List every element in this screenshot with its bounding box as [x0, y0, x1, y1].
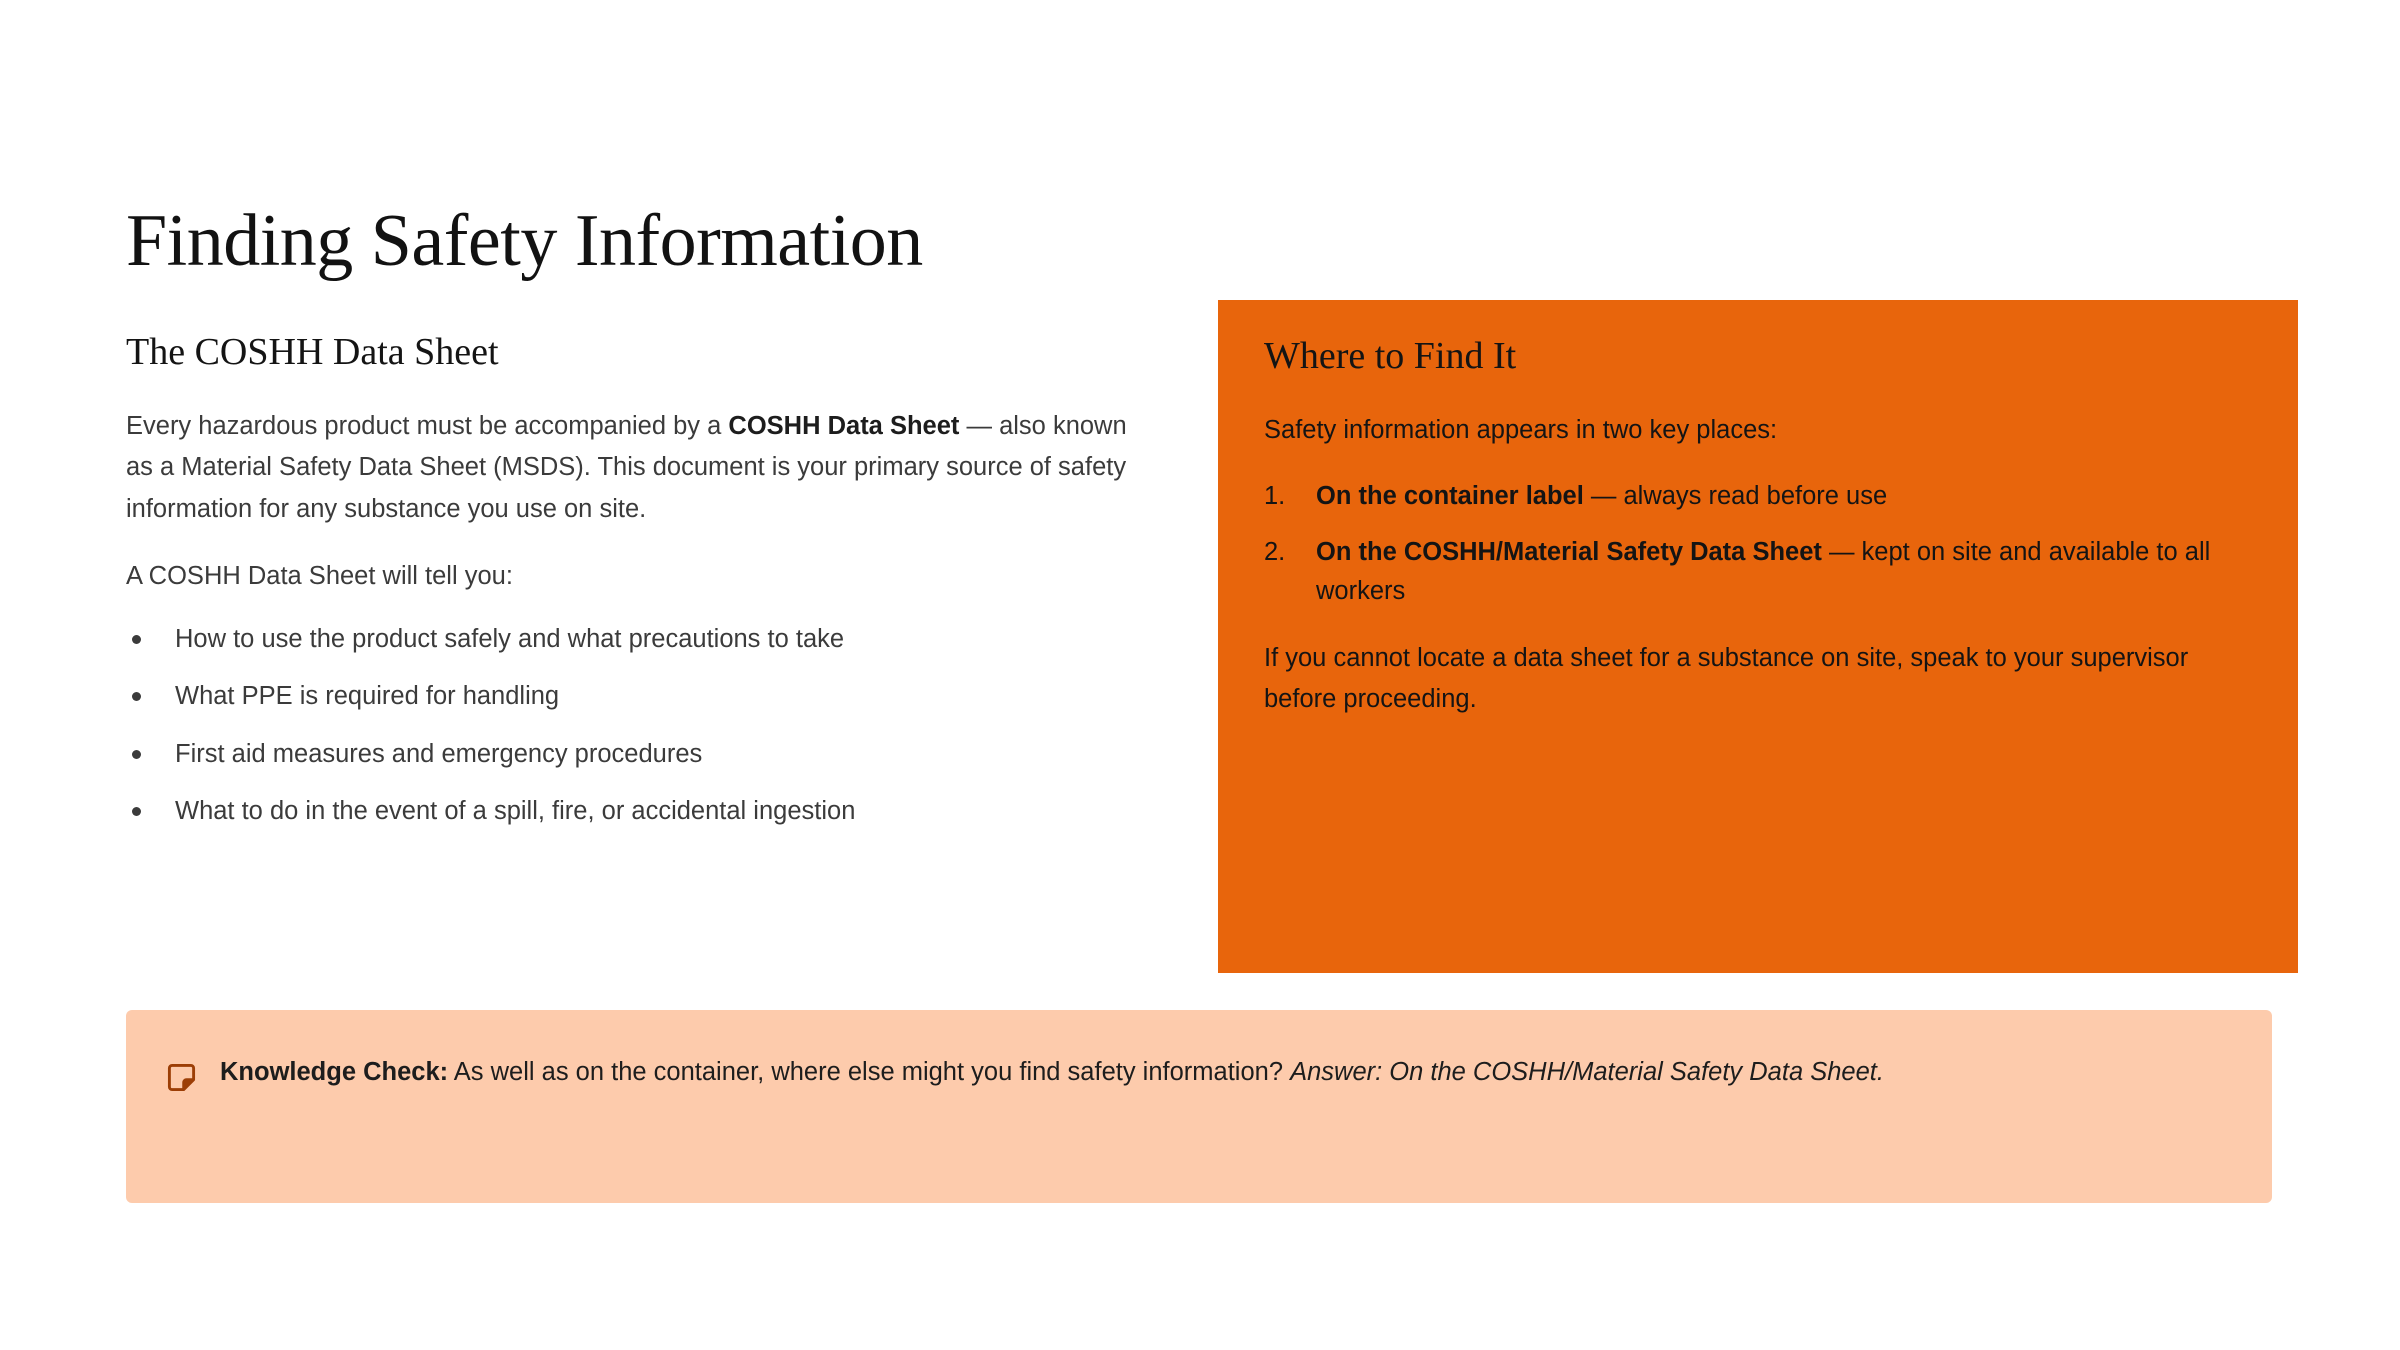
list-item-bold-label: On the container label	[1316, 482, 1584, 511]
list-item	[126, 677, 1136, 717]
list-item-bold-label: On the COSHH/Material Safety Data Sheet	[1316, 537, 1822, 566]
bullet-dot-icon	[132, 750, 141, 759]
list-item	[1264, 477, 2252, 517]
list-item-label: What to do in the event of a spill, fire, or accidental ingestion	[175, 797, 856, 826]
list-item-detail: — kept on site and available to all workers	[1316, 537, 2211, 606]
panel-closing-text: If you cannot locate a data sheet for a substance on site, speak to your supervisor before proceeding.	[1264, 643, 2189, 714]
locations-numbered-list	[1264, 477, 2252, 612]
intro-paragraph-part-1: Every hazardous product must be accompanied by a	[126, 411, 729, 440]
bullet-dot-icon	[132, 807, 141, 816]
list-item-number: 2.	[1264, 537, 1286, 566]
list-item-label: What PPE is required for handling	[175, 682, 560, 711]
section-heading: The COSHH Data Sheet	[126, 331, 499, 373]
panel-intro-text: Safety information appears in two key places:	[1264, 415, 1778, 444]
knowledge-check-banner	[126, 1010, 2272, 1203]
page-title: Finding Safety Information	[126, 199, 923, 282]
where-to-find-it-panel	[1218, 300, 2298, 973]
knowledge-check-question: As well as on the container, where else might you find safety information?	[448, 1058, 1291, 1086]
list-item-label: First aid measures and emergency procedures	[175, 739, 703, 768]
knowledge-check-label: Knowledge Check:	[220, 1058, 449, 1086]
bullets-lead-in: A COSHH Data Sheet will tell you:	[126, 562, 513, 591]
left-content-column	[126, 330, 1136, 832]
capability-bullet-list	[126, 620, 1136, 832]
knowledge-check-answer: Answer: On the COSHH/Material Safety Data Sheet.	[1290, 1058, 1884, 1086]
intro-paragraph-bold-term: COSHH Data Sheet	[728, 411, 960, 440]
intro-paragraph	[126, 406, 1136, 531]
list-item-detail: — always read before use	[1583, 482, 1888, 511]
sticky-note-icon	[165, 1061, 198, 1094]
list-item	[126, 735, 1136, 775]
list-item	[126, 792, 1136, 832]
list-item-label: How to use the product safely and what precautions to take	[175, 624, 845, 653]
bullet-dot-icon	[132, 692, 141, 701]
bullet-dot-icon	[132, 635, 141, 644]
list-item	[126, 620, 1136, 660]
list-item	[1264, 533, 2252, 612]
knowledge-check-text	[220, 1052, 1884, 1093]
panel-heading: Where to Find It	[1264, 335, 1517, 377]
intro-paragraph-part-2: — also known as a Material Safety Data Sheet (MSDS). This document is your primary source of safety information for any substance you use on site.	[126, 411, 1127, 523]
list-item-number: 1.	[1264, 482, 1286, 511]
